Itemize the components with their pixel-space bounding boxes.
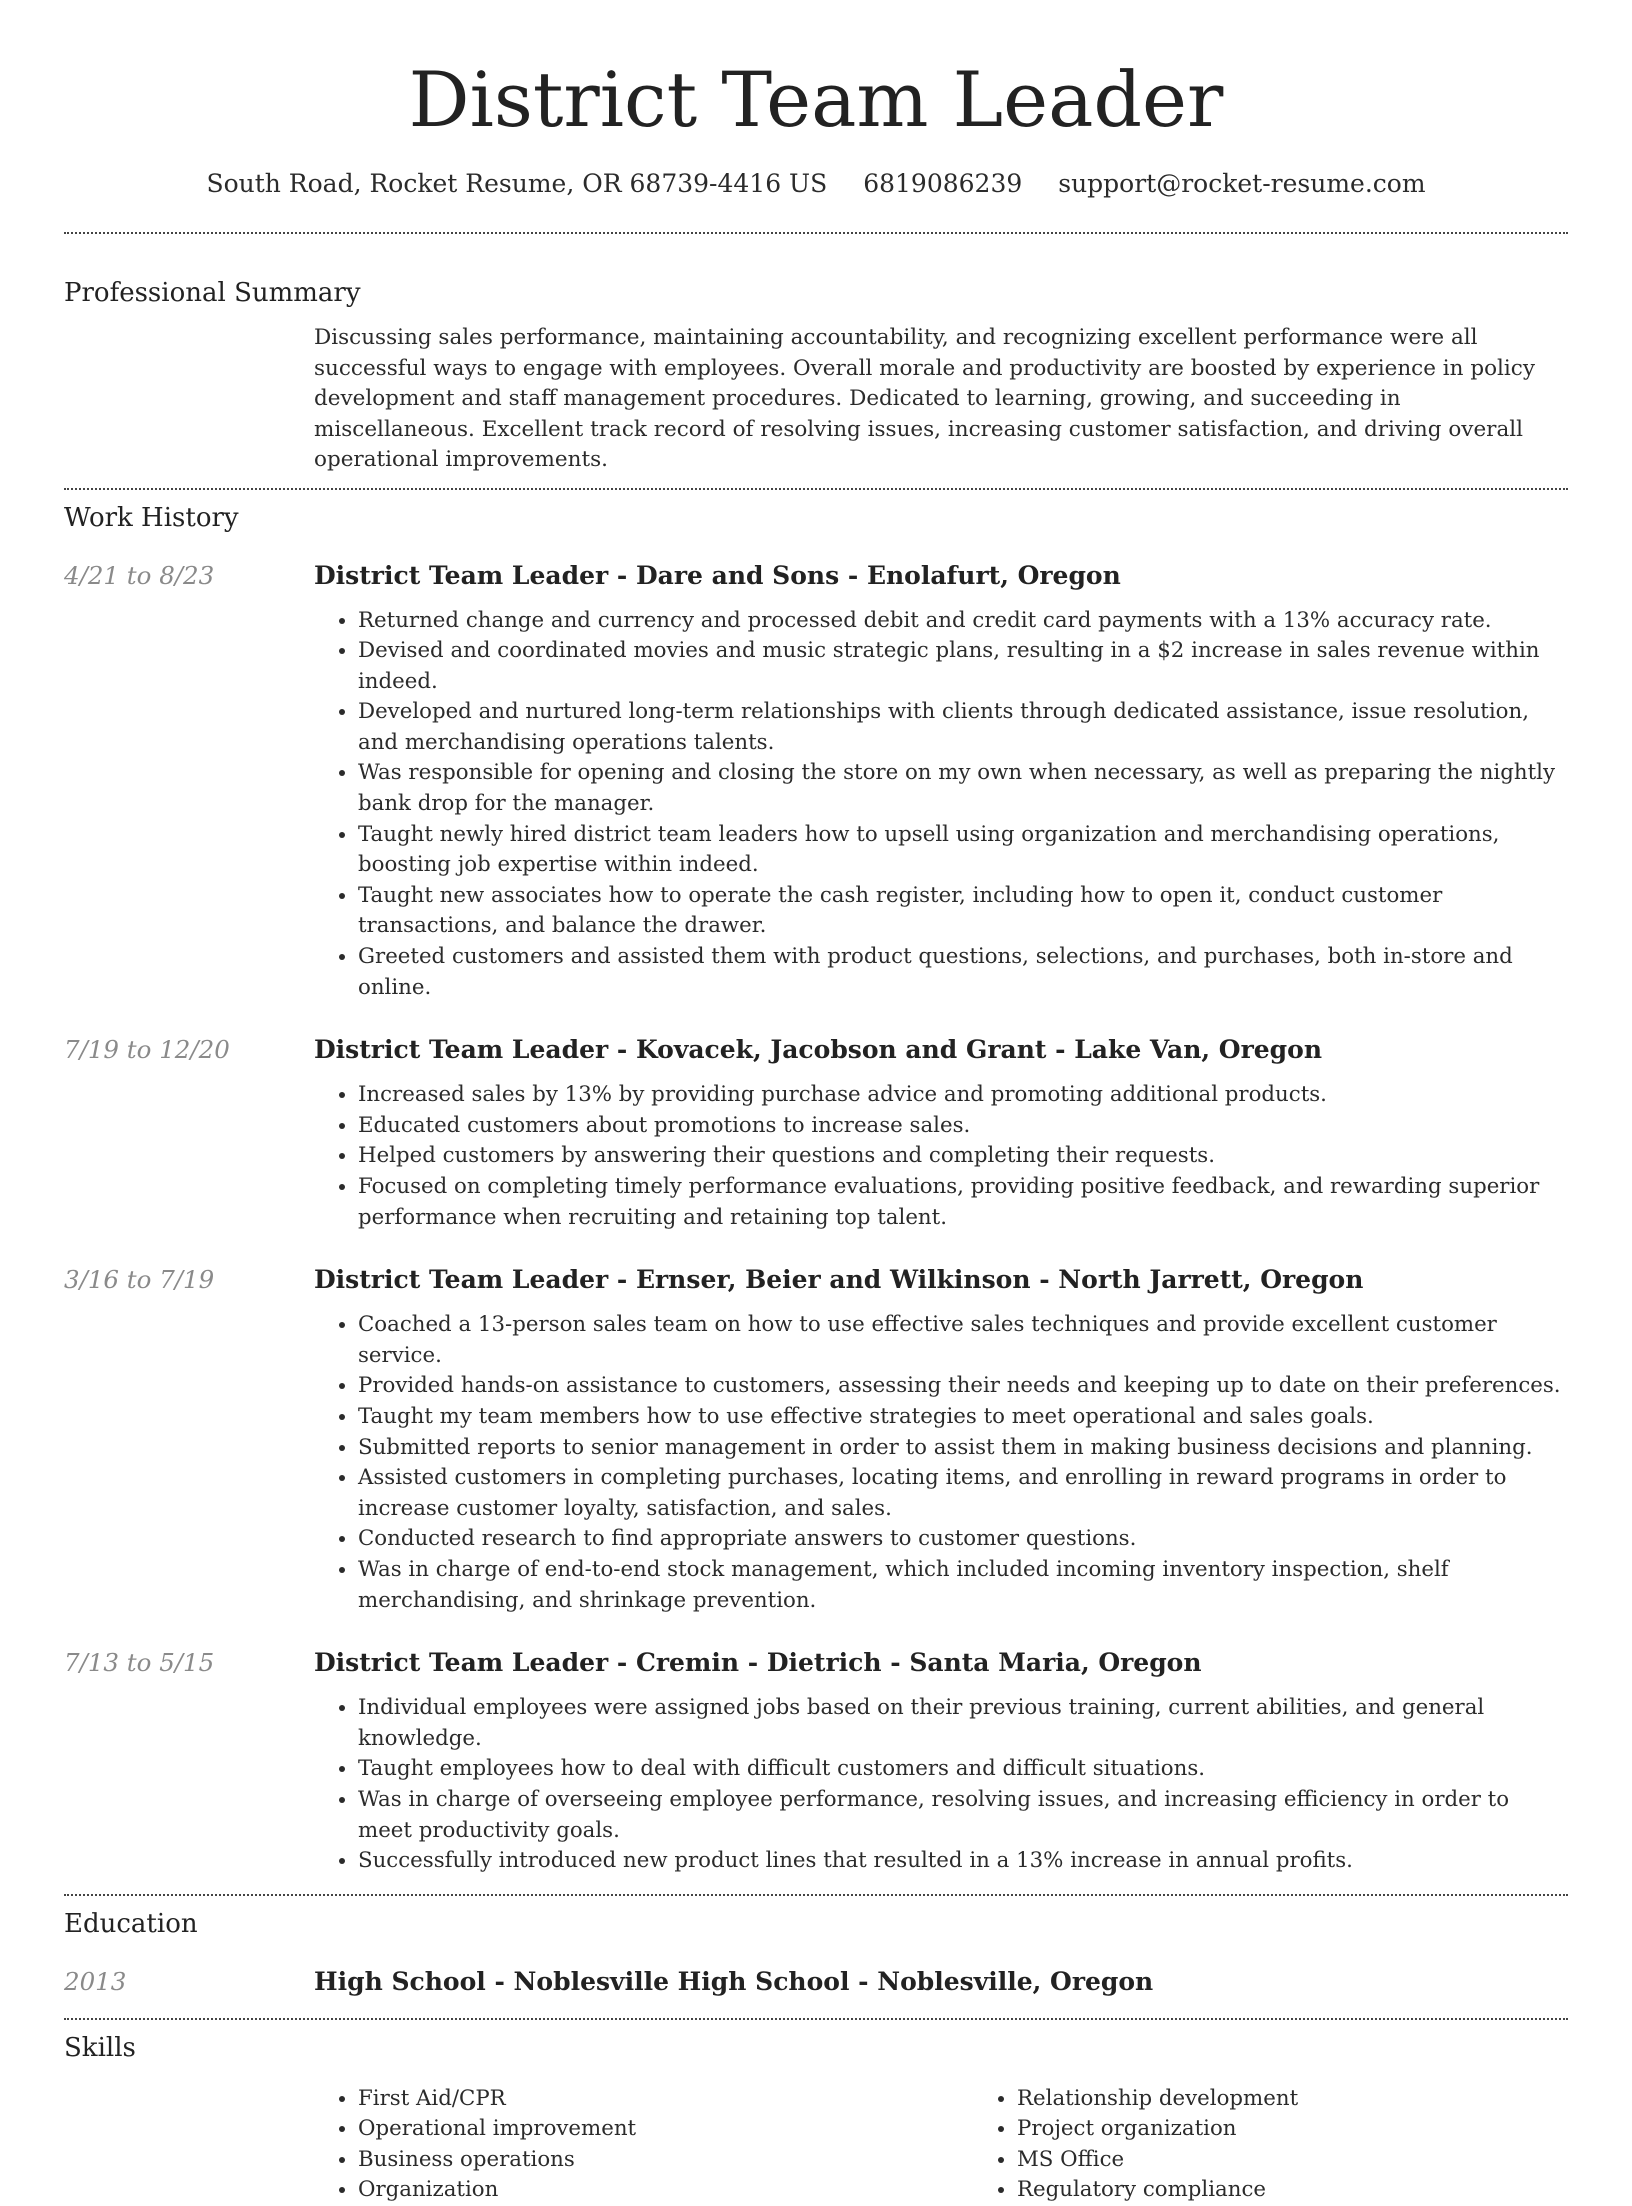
education-entry [64,1965,1568,1999]
list-item: • Educated customers about promotions to increase sales. [358,1111,1568,1142]
contact-line [64,168,1568,200]
skills-title: Skills [64,2032,136,2063]
job-heading: District Team Leader - Kovacek, Jacobson and Grant - Lake Van, Oregon [314,1035,1322,1065]
contact-address: South Road, Rocket Resume, OR 68739-4416 US [206,169,828,198]
skills-list-left [314,2084,973,2206]
list-item: • Focused on completing timely performance evaluations, providing positive feedback, and rewarding superior performance when recruiting and retaining top talent. [358,1172,1568,1233]
skills-list-right [973,2084,1632,2206]
list-item: • Greeted customers and assisted them with product questions, selections, and purchases, both in-store and online. [358,942,1568,1003]
work-history-section [64,490,1568,1877]
job-entry [64,1646,1568,1877]
list-item: • Returned change and currency and processed debit and credit card payments with a 13% accuracy rate. [358,606,1568,637]
job-heading: District Team Leader - Ernser, Beier and Wilkinson - North Jarrett, Oregon [314,1265,1364,1295]
list-item: • Conducted research to find appropriate answers to customer questions. [358,1524,1568,1555]
list-item: • Successfully introduced new product lines that resulted in a 13% increase in annual profits. [358,1846,1568,1877]
list-item: • Project organization [1017,2114,1632,2145]
work-history-title: Work History [64,502,239,533]
list-item: • Helped customers by answering their questions and completing their requests. [358,1141,1568,1172]
list-item: • Regulatory compliance [1017,2175,1632,2206]
list-item: • Submitted reports to senior management in order to assist them in making business decisions and planning. [358,1433,1568,1464]
list-item: • Assisted customers in completing purchases, locating items, and enrolling in reward programs in order to increase customer loyalty, satisfaction, and sales. [358,1463,1568,1524]
job-bullets [314,1693,1568,1877]
job-bullets [314,606,1568,1004]
candidate-name: District Team Leader [408,55,1224,144]
job-entry [64,1033,1568,1233]
resume-header [64,0,1568,200]
list-item: • Relationship development [1017,2084,1632,2115]
list-item: • Was in charge of end-to-end stock management, which included incoming inventory inspection, shelf merchandising, and shrinkage prevention. [358,1555,1568,1616]
skills-section [64,2020,1568,2206]
list-item: • Was responsible for opening and closing the store on my own when necessary, as well as preparing the nightly bank drop for the manager. [358,758,1568,819]
contact-phone: 6819086239 [863,169,1023,198]
summary-title: Professional Summary [64,278,361,308]
skills-columns [314,2084,1632,2206]
list-item: • Coached a 13-person sales team on how to use effective sales techniques and provide excellent customer service. [358,1310,1568,1371]
summary-text: Discussing sales performance, maintaining accountability, and recognizing excellent performance were all successful ways to engage with employees. Overall morale and productivity are boosted by experience in policy development and staff management procedures. Dedicated to learning, growing, and succeeding in miscellaneous. Excellent track record of resolving issues, increasing customer satisfaction, and driving overall operational improvements. [314,325,1535,472]
list-item: • Operational improvement [358,2114,973,2145]
list-item: • Developed and nurtured long-term relationships with clients through dedicated assistance, issue resolution, and merchandising operations talents. [358,697,1568,758]
job-dates: 7/13 to 5/15 [64,1648,215,1678]
job-dates: 7/19 to 12/20 [64,1035,230,1065]
list-item: • First Aid/CPR [358,2084,973,2115]
job-entry [64,559,1568,1004]
list-item: • Individual employees were assigned jobs based on their previous training, current abilities, and general knowledge. [358,1693,1568,1754]
list-item: • Devised and coordinated movies and music strategic plans, resulting in a $2 increase in sales revenue within indeed. [358,636,1568,697]
summary-section [64,234,1568,476]
list-item: • Was in charge of overseeing employee performance, resolving issues, and increasing efficiency in order to meet productivity goals. [358,1785,1568,1846]
list-item: • MS Office [1017,2145,1632,2176]
job-bullets [314,1310,1568,1616]
job-dates: 3/16 to 7/19 [64,1265,215,1295]
list-item: • Organization [358,2175,973,2206]
job-bullets [314,1080,1568,1233]
list-item: • Taught newly hired district team leaders how to upsell using organization and merchandising operations, boosting job expertise within indeed. [358,820,1568,881]
contact-email: support@rocket-resume.com [1058,169,1426,198]
job-entry [64,1263,1568,1616]
job-heading: District Team Leader - Cremin - Dietrich - Santa Maria, Oregon [314,1648,1202,1678]
list-item: • Taught my team members how to use effective strategies to meet operational and sales goals. [358,1402,1568,1433]
education-heading: High School - Noblesville High School - Noblesville, Oregon [314,1966,1154,1996]
job-heading: District Team Leader - Dare and Sons - Enolafurt, Oregon [314,560,1121,590]
list-item: • Provided hands-on assistance to customers, assessing their needs and keeping up to date on their preferences. [358,1371,1568,1402]
list-item: • Increased sales by 13% by providing purchase advice and promoting additional products. [358,1080,1568,1111]
education-year: 2013 [64,1966,127,1996]
education-title: Education [64,1908,198,1939]
list-item: • Taught employees how to deal with difficult customers and difficult situations. [358,1754,1568,1785]
list-item: • Business operations [358,2145,973,2176]
education-section [64,1896,1568,1999]
list-item: • Taught new associates how to operate the cash register, including how to open it, conduct customer transactions, and balance the drawer. [358,881,1568,942]
job-dates: 4/21 to 8/23 [64,560,215,590]
